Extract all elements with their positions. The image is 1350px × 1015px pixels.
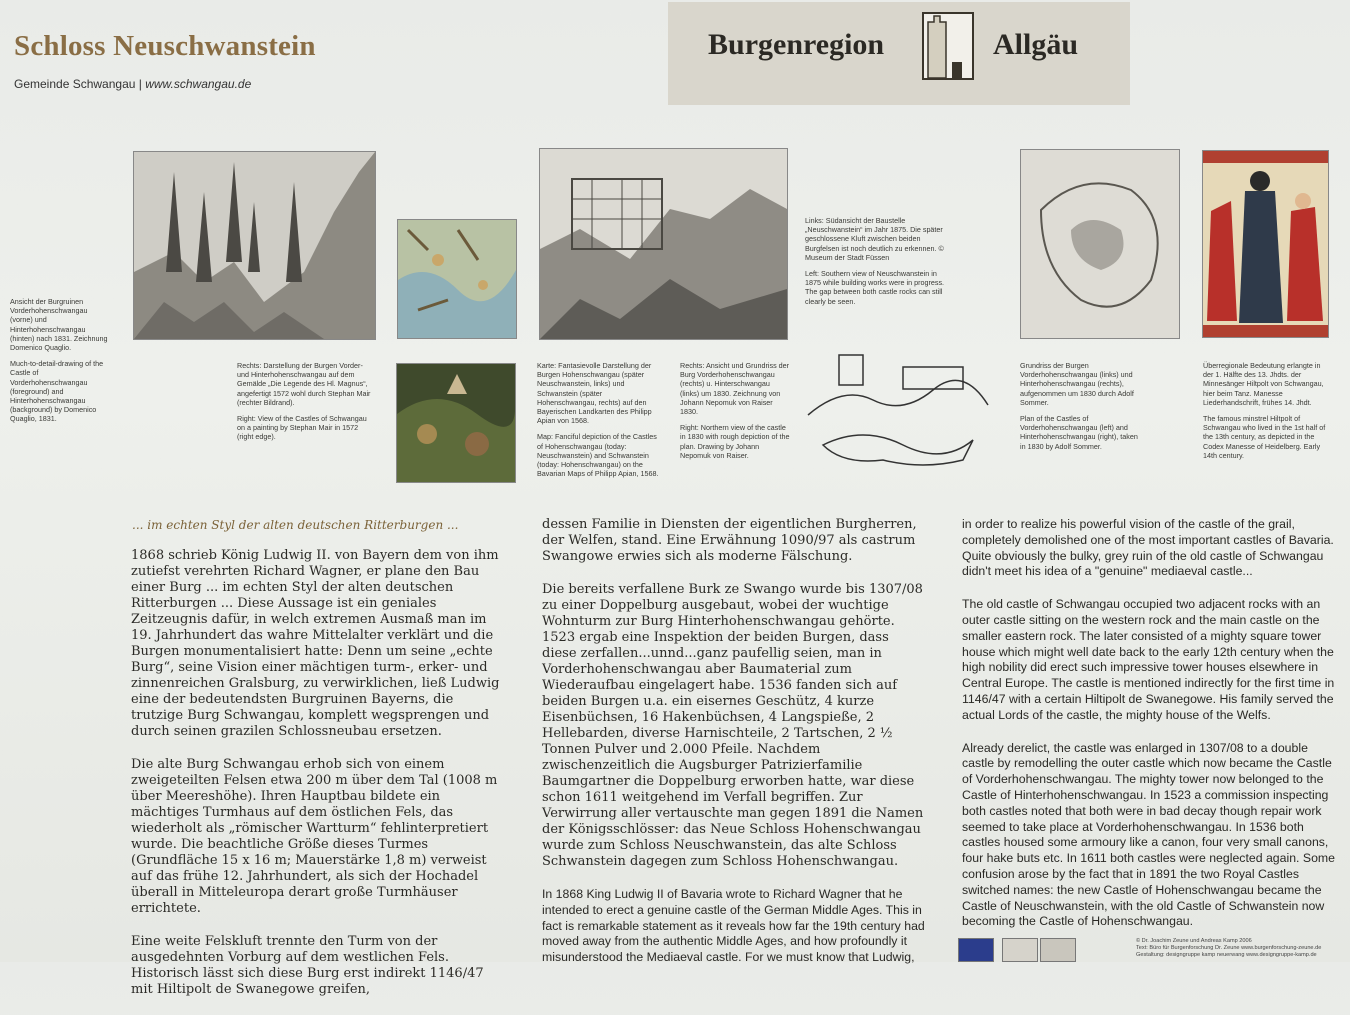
magnus-painting-image	[396, 363, 516, 483]
text-column-2	[542, 517, 926, 983]
caption-southview-de: Links: Südansicht der Baustelle „Neuschwanstein“ im Jahr 1875. Die später geschlossene Kluft zwischen beiden Burgfelsen ist noch deutlich zu erkennen. © Museum der Stadt Füssen	[805, 216, 944, 262]
castle-plan-image	[1020, 149, 1180, 339]
footer-text-credit: Text: Büro für Burgenforschung Dr. Zeune www.burgenforschung-zeune.de	[1136, 945, 1322, 951]
caption-ruins-drawing	[10, 297, 110, 431]
caption-plan-de: Grundriss der Burgen Vorderhohenschwangau (links) und Hinterhohenschwangau (rechts), aufgenommen um 1830 durch Adolf Sommer.	[1020, 361, 1134, 407]
col3-paragraph: The old castle of Schwangau occupied two adjacent rocks with an outer castle sitting on the western rock and the main castle on the smaller eastern rock. The later consisted of a mighty square tower house which might well date back to the early 12th century when the high nobility did erect such impressive tower houses elsewhere in Central Europe. The castle is mentioned indirectly for the first time in 1146/47 with a certain Hiltipolt de Swanegowe. His family served the actual Lords of the castle, the mighty house of the Welfs.	[962, 597, 1335, 722]
caption-map	[537, 361, 663, 485]
col2-paragraph: Die bereits verfallene Burk ze Swango wurde bis 1307/08 zu einer Doppelburg ausgebaut, wobei der wuchtige Wohnturm zur Burg Hinterhohenschwangau gehörte. 1523 ergab eine Inspektion der beiden Burgen, dass diese zerfallen...unnd...ganz paufellig seien, man in Vorderhohenschwangau aber Baumaterial zum Wiederaufbau eingelagert habe. 1536 fanden sich auf beiden Burgen u.a. ein eisernes Geschütz, 4 kurze Eisenbüchsen, 16 Hakenbüchsen, 4 Langspieße, 2 Hellebarden, diverse Harnischteile, 2 Tartschen, 2 ½ Tonnen Pulver und 2.000 Pfeile. Nachdem zwischenzeitlich die Augsburger Patrizierfamilie Baumgartner die Doppelburg erworben hatte, war diese schon 1611 weitgehend im Verfall begriffen. Zur Verwirrung aller vertauschte man gegen 1891 die Namen der Königsschlösser: das Neue Schloss Hohenschwangau wurde zum Schloss Neuschwanstein, das alte Schloss Schwanstein dagegen zum Schloss Hohenschwangau.	[542, 582, 924, 869]
banner-label-right: Allgäu	[993, 28, 1079, 61]
caption-ruins-en: Much-to-detail-drawing of the Castle of Vorderhohenschwangau (foreground) and Hinterhohenschwangau (background) by Domenico Quaglio, 1831.	[10, 359, 104, 424]
sponsor-logo	[1040, 938, 1076, 962]
northern-view-sketch-image	[803, 345, 993, 475]
board-title: Schloss Neuschwanstein	[14, 30, 316, 62]
municipality-text: Gemeinde Schwangau |	[14, 77, 146, 91]
caption-painting	[237, 361, 372, 449]
eu-flag-logo	[958, 938, 994, 962]
sponsor-logo	[1002, 938, 1038, 962]
caption-plan	[1020, 361, 1145, 458]
col1-paragraph: 1868 schrieb König Ludwig II. von Bayern dem von ihm zutiefst verehrten Richard Wagner, er plane den Bau einer Burg ... im echten Styl der alten deutschen Ritterburgen ... Diese Aussage ist ein geniales Zeitzeugnis dafür, in welch extremen Ausmaß man im 19. Jahrhundert das wahre Mittelalter verklärt und die Burgen monumentalisiert hatte: Denn um seine „echte Burg“, seine Vision einer mächtigen turm-, erker- und zinnenreichen Gralsburg, zu verwirklichen, ließ Ludwig eine der bedeutendsten Burgruinen Bayerns, die trutzige Burg Schwangau, komplett wegsprengen und durch seinen grazilen Schlossneubau ersetzen.	[131, 548, 500, 739]
section-heading: ... im echten Styl der alten deutschen Ritterburgen ...	[132, 518, 459, 532]
board-subtitle	[14, 77, 251, 91]
caption-map-en: Map: Fanciful depiction of the Castles of Hohenschwangau (today: Neuschwanstein) and Schwanstein (today: Hohenschwangau) on the Bavarian Maps of Philipp Apian, 1568.	[537, 432, 659, 479]
text-column-1	[131, 548, 505, 1015]
caption-map-de: Karte: Fantasievolle Darstellung der Burgen Hohenschwangau (später Neuschwanstein, links) und Schwanstein (später Hohenschwangau, rechts) auf den Bayerischen Landkarten des Philipp Apian von 1568.	[537, 361, 652, 426]
construction-1875-image	[539, 148, 788, 340]
castle-tower-logo	[922, 12, 974, 80]
col3-paragraph: Already derelict, the castle was enlarged in 1307/08 to a double castle by remodelling the outer castle which now became the Castle of Vorderhohenschwangau. The mighty tower now belonged to the Castle of Hinterhohenschwangau. In 1523 a commission inspecting both castles noted that both were in bad decay though repair work seemed to take place at Vorderhohenschwangau. In 1536 both castles housed some armoury like a canon, four very small canons, four hake buts etc. In 1611 both castles were neglected again. Some confusion arose by the fact that in 1891 the two Royal Castles switched names: the new Castle of Hohenschwangau became the Castle of Neuschwanstein, with the old Castle of Schwanstein now becoming the Castle of Hohenschwangau.	[962, 740, 1336, 929]
text-column-3	[962, 517, 1338, 947]
caption-northern-view	[680, 361, 790, 467]
banner-label-left: Burgenregion	[708, 28, 885, 61]
caption-northview-en: Right: Northern view of the castle in 1830 with rough depiction of the plan. Drawing by Johann Nepomuk von Raiser.	[680, 423, 790, 460]
caption-painting-en: Right: View of the Castles of Schwangau on a painting by Stephan Mair in 1572 (right edge).	[237, 414, 367, 442]
apian-map-image	[397, 219, 517, 339]
caption-painting-de: Rechts: Darstellung der Burgen Vorder- und Hinterhohenschwangau auf dem Gemälde „Die Legende des Hl. Magnus“, angefertigt 1572 wohl durch Stephan Mair (rechter Bildrand).	[237, 361, 371, 407]
footer-design-credit: Gestaltung: designgruppe kamp neuerwang www.designgruppe-kamp.de	[1136, 952, 1317, 958]
caption-southview-en: Left: Southern view of Neuschwanstein in 1875 while building works were in progress. The gap between both castle rocks can still clearly be seen.	[805, 269, 945, 306]
caption-minstrel	[1203, 361, 1331, 467]
footer-copyright: © Dr. Joachim Zeune und Andreas Kamp 2006	[1136, 938, 1252, 944]
caption-northview-de: Rechts: Ansicht und Grundriss der Burg Vorderhohenschwangau (rechts) u. Hinterschwangau (links) um 1830. Zeichnung von Johann Nepomuk von Raiser 1830.	[680, 361, 790, 417]
col1-paragraph: Die alte Burg Schwangau erhob sich von einem zweigeteilten Felsen etwa 200 m über dem Tal (1008 m über Meereshöhe). Ihren Hauptbau bildete ein mächtiges Turmhaus auf dem östlichen Fels, das wiederholt als „römischer Wartturm“ fehlinterpretiert wurde. Die beachtliche Größe dieses Turmes (Grundfläche 15 x 16 m; Mauerstärke 1,8 m) verweist auf das frühe 12. Jahrhundert, als sich der Hochadel überall in Mitteleuropa derart große Turmhäuser errichtete.	[131, 757, 498, 916]
col2-paragraph: dessen Familie in Diensten der eigentlichen Burgherren, der Welfen, stand. Eine Erwähnung 1090/97 als castrum Swangowe erwies sich als moderne Fälschung.	[542, 517, 917, 564]
caption-southern-view	[805, 216, 950, 313]
website-text: www.schwangau.de	[145, 77, 252, 91]
ruins-drawing-image	[133, 151, 376, 340]
codex-manesse-image	[1202, 150, 1329, 338]
col1-paragraph: Eine weite Felskluft trennte den Turm von der ausgedehnten Vorburg auf dem westlichen Fels. Historisch lässt sich diese Burg erst indirekt 1146/47 mit Hiltipolt de Swanegowe greifen,	[131, 934, 484, 997]
caption-minstrel-de: Überregionale Bedeutung erlangte in der 1. Hälfte des 13. Jhdts. der Minnesänger Hiltpolt von Schwangau, hier beim Tanz. Manesse Liederhandschrift, frühes 14. Jhdt.	[1203, 361, 1324, 407]
caption-minstrel-en: The famous minstrel Hiltpolt of Schwangau who lived in the 1st half of the 13th century, as depicted in the Codex Manesse of Heidelberg. Early 14th century.	[1203, 414, 1326, 460]
footer-credits	[1136, 938, 1336, 959]
caption-plan-en: Plan of the Castles of Vorderhohenschwangau (left) and Hinterhohenschwangau (right), taken in 1830 by Adolf Sommer.	[1020, 414, 1138, 451]
col2-paragraph-en: In 1868 King Ludwig II of Bavaria wrote to Richard Wagner that he intended to erect a genuine castle of the German Middle Ages. This in fact is remarkable statement as it reveals how far the 19th century had moved away from the authentic Middle Ages, and how profoundly it misunderstood the Mediaeval castle. For we must know that Ludwig,	[542, 887, 925, 965]
caption-ruins-de: Ansicht der Burgruinen Vorderhohenschwangau (vorne) und Hinterhohenschwangau (hinten) nach 1831. Zeichnung Domenico Quaglio.	[10, 297, 108, 353]
col3-paragraph: in order to realize his powerful vision of the castle of the grail, completely demolished one of the most important castles of Bavaria. Quite obviously the bulky, grey ruin of the old castle of Schwangau didn't meet his idea of a "genuine" mediaeval castle...	[962, 517, 1334, 579]
